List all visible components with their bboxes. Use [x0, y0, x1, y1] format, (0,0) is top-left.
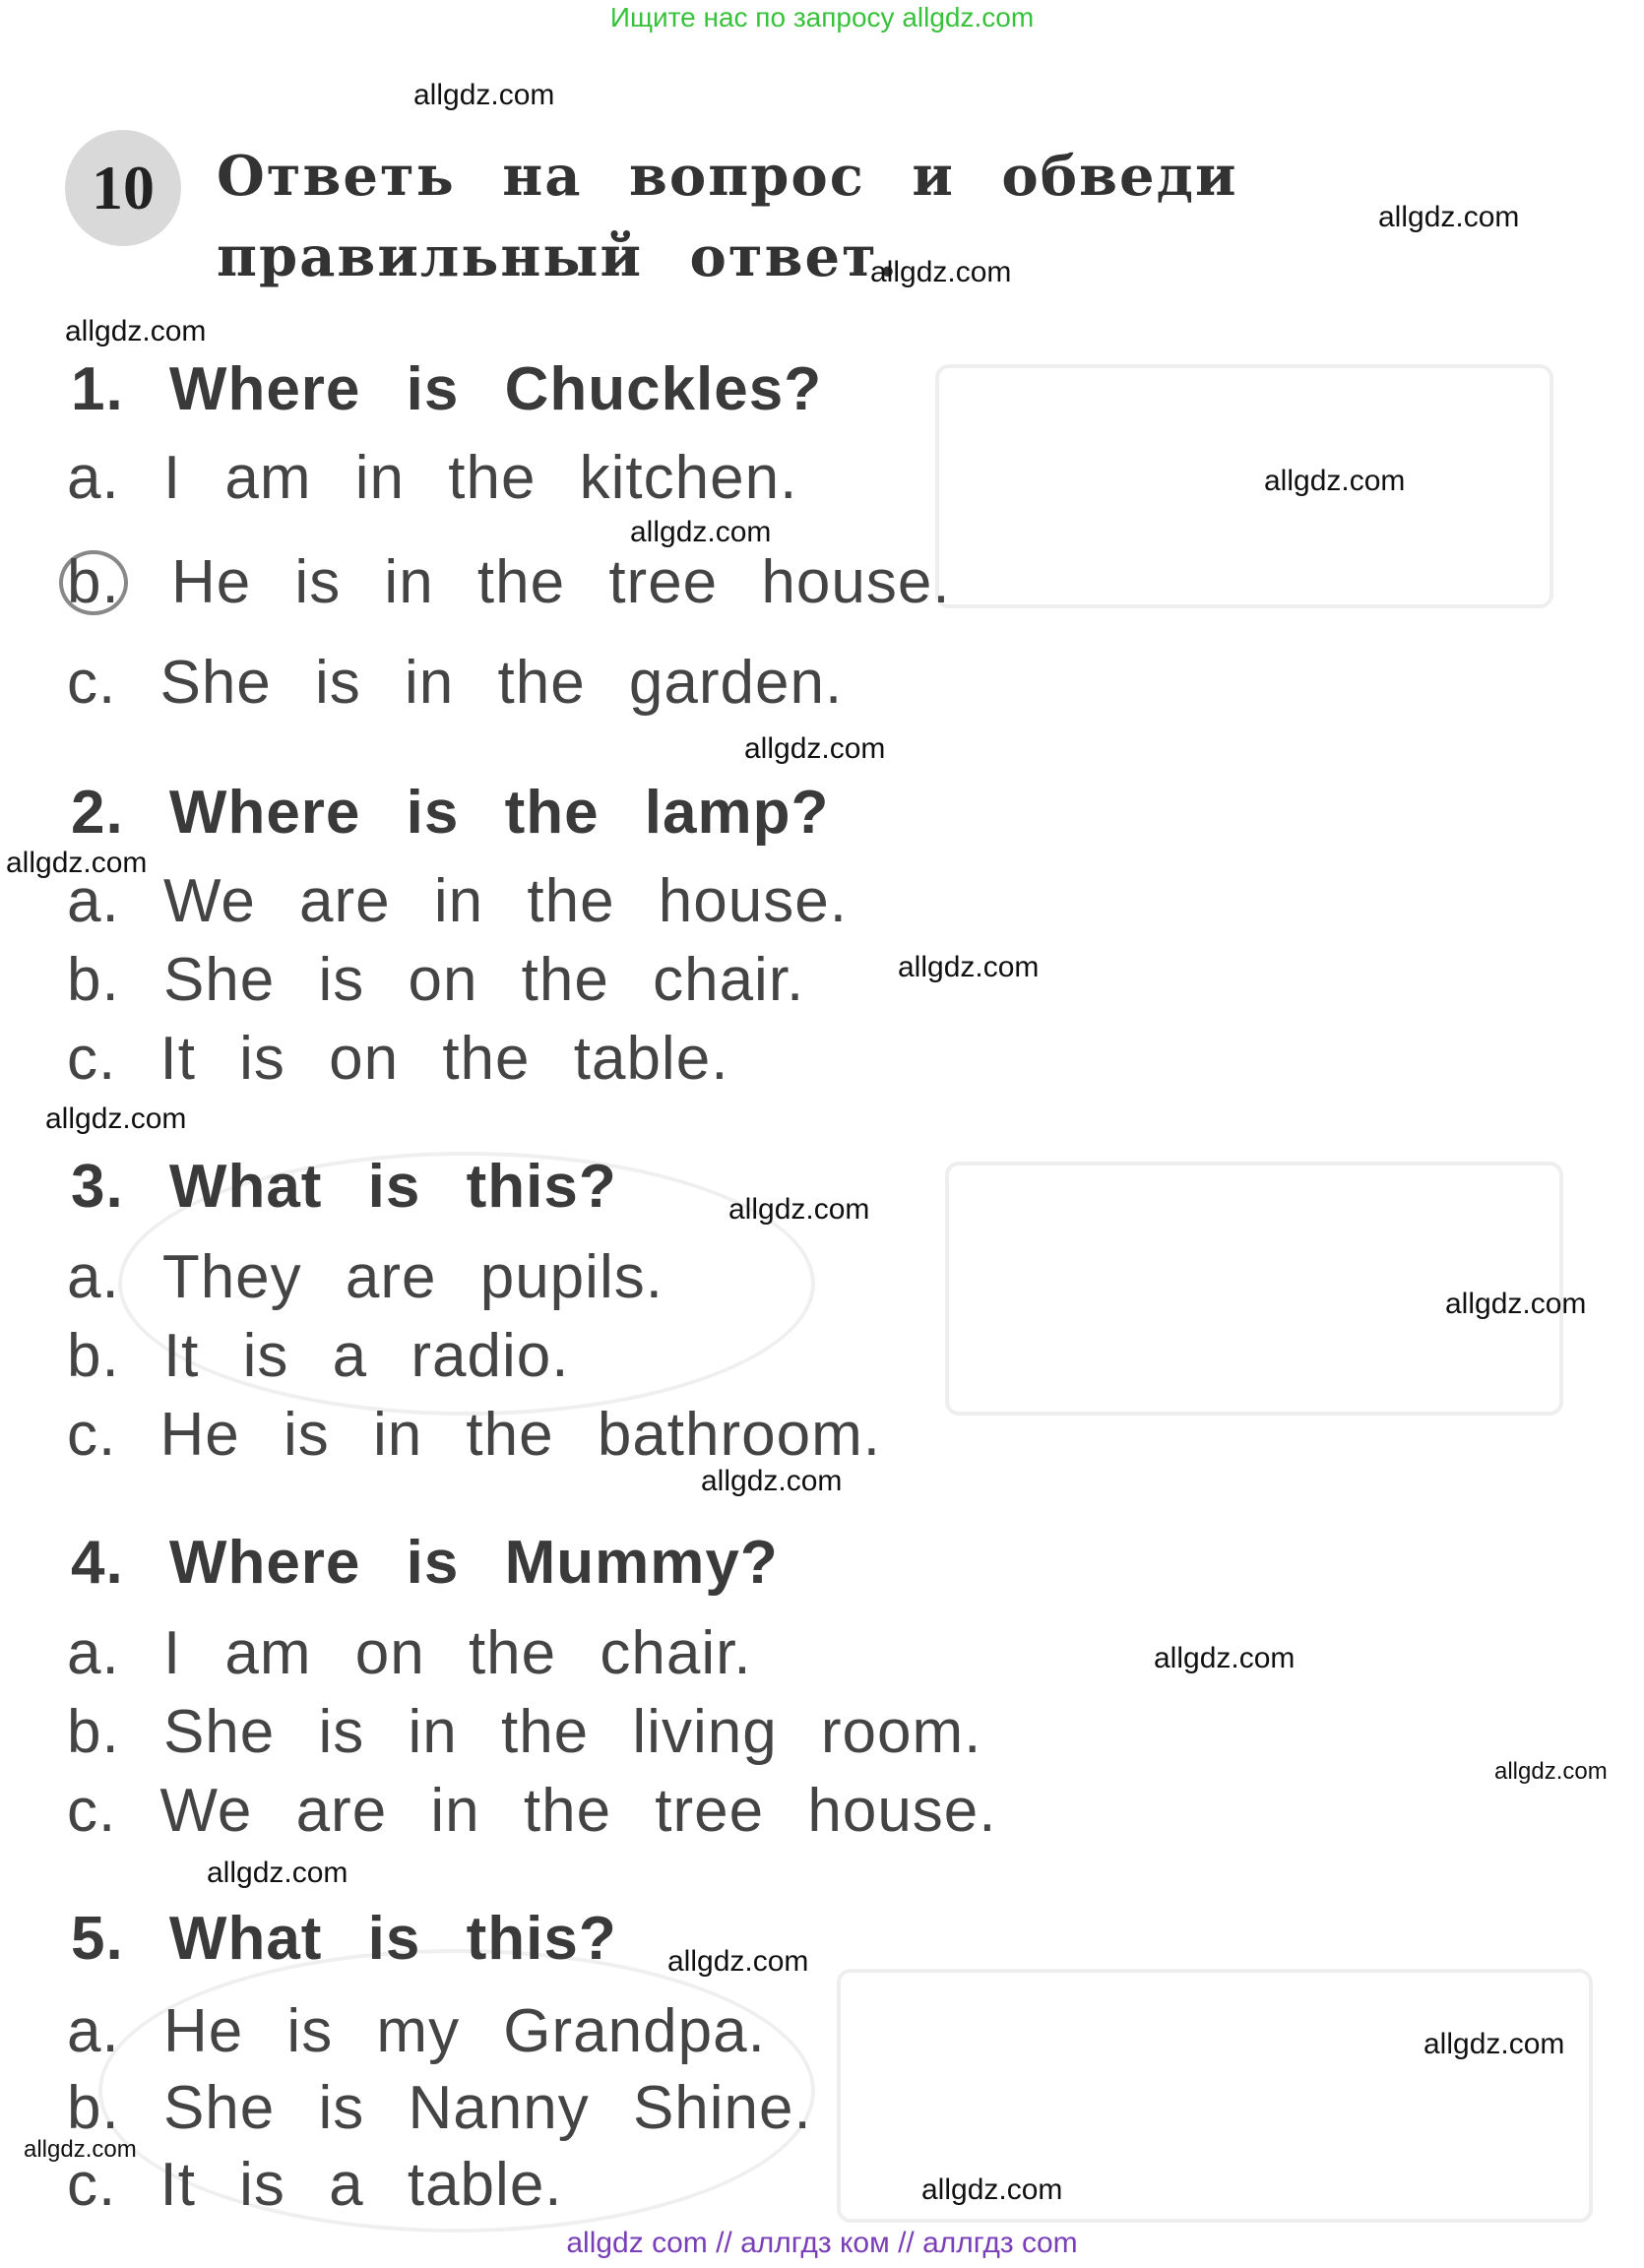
watermark: allgdz.com	[65, 315, 207, 347]
watermark: allgdz.com	[1445, 1288, 1587, 1320]
answer-letter: a.	[67, 444, 120, 512]
watermark: allgdz.com	[921, 2174, 1063, 2206]
question-5: 5. What is this?	[71, 1905, 617, 1973]
answer-text: We are in the tree house.	[159, 1777, 997, 1845]
answer-text: I am on the chair.	[162, 1619, 752, 1687]
answer-letter: c.	[67, 1025, 117, 1093]
question-2: 2. Where is the lamp?	[71, 779, 830, 847]
watermark: allgdz.com	[1378, 201, 1520, 233]
exercise-number-badge: 10	[65, 130, 181, 246]
answer-text: We are in the house.	[162, 867, 848, 935]
answer-4b	[67, 1697, 981, 1767]
answer-letter: b.	[67, 1698, 120, 1766]
answer-text: He is in the tree house.	[170, 548, 951, 616]
answer-text: She is Nanny Shine.	[162, 2074, 812, 2142]
exercise-title: Ответь на вопрос и обведи правильный ответ.	[217, 144, 1238, 289]
answer-letter: c.	[67, 1777, 117, 1845]
watermark: allgdz.com	[207, 1857, 348, 1889]
question-1: 1. Where is Chuckles?	[71, 355, 823, 423]
circled-answer-letter: b.	[59, 550, 128, 615]
watermark: allgdz.com	[667, 1945, 809, 1978]
watermark: allgdz.com	[1154, 1642, 1296, 1674]
answer-5c	[67, 2150, 563, 2220]
answer-letter: a.	[67, 1619, 120, 1687]
watermark: allgdz.com	[413, 79, 555, 111]
answer-letter: c.	[67, 1401, 117, 1469]
watermark: allgdz.com	[6, 847, 148, 879]
answer-2a	[67, 866, 848, 936]
watermark: allgdz.com	[728, 1193, 870, 1226]
answer-letter: a.	[67, 1997, 120, 2065]
answer-3c	[67, 1400, 881, 1470]
watermark: allgdz.com	[1264, 465, 1406, 497]
watermark: allgdz.com	[1494, 1758, 1608, 1785]
answer-4c	[67, 1776, 997, 1846]
answer-text: She is in the living room.	[162, 1698, 982, 1766]
answer-text: She is on the chair.	[162, 946, 805, 1014]
answer-text: She is in the garden.	[159, 649, 844, 717]
answer-text: They are pupils.	[161, 1243, 664, 1311]
watermark: allgdz.com	[870, 256, 1012, 288]
question-4: 4. Where is Mummy?	[71, 1529, 779, 1597]
answer-letter: a.	[67, 1243, 120, 1311]
watermark: allgdz.com	[1423, 2028, 1565, 2060]
watermark: allgdz.com	[744, 732, 886, 765]
top-banner[interactable]: Ищите нас по запросу allgdz.com	[609, 2, 1035, 32]
answer-3a	[67, 1242, 664, 1312]
answer-1a	[67, 443, 797, 513]
answer-1b	[67, 547, 951, 617]
answer-text: He is my Grandpa.	[162, 1997, 766, 2065]
answer-text: I am in the kitchen.	[162, 444, 798, 512]
watermark: allgdz.com	[898, 951, 1040, 983]
watermark: allgdz.com	[45, 1102, 187, 1135]
answer-2b	[67, 945, 804, 1015]
watermark: allgdz.com	[24, 2136, 137, 2163]
watermark: allgdz.com	[630, 516, 772, 548]
answer-letter: a.	[67, 867, 120, 935]
answer-1c	[67, 648, 843, 718]
answer-text: It is on the table.	[159, 1025, 729, 1093]
answer-letter: b.	[67, 2074, 120, 2142]
answer-letter: b.	[67, 1322, 120, 1390]
answer-text: It is a radio.	[162, 1322, 570, 1390]
answer-text: He is in the bathroom.	[159, 1401, 881, 1469]
answer-2c	[67, 1024, 728, 1094]
watermark: allgdz.com	[701, 1465, 843, 1497]
answer-5a	[67, 1996, 766, 2066]
question-3: 3. What is this?	[71, 1153, 617, 1221]
bottom-banner[interactable]: allgdz com // аллгдз ком // аллгдз сom	[566, 2227, 1078, 2259]
answer-letter: c.	[67, 2151, 117, 2219]
answer-text: It is a table.	[159, 2151, 563, 2219]
bleed-through-box	[935, 364, 1553, 608]
answer-3b	[67, 1321, 569, 1391]
answer-letter: c.	[67, 649, 117, 717]
answer-letter: b.	[67, 946, 120, 1014]
answer-5b	[67, 2073, 812, 2143]
answer-4a	[67, 1618, 752, 1688]
